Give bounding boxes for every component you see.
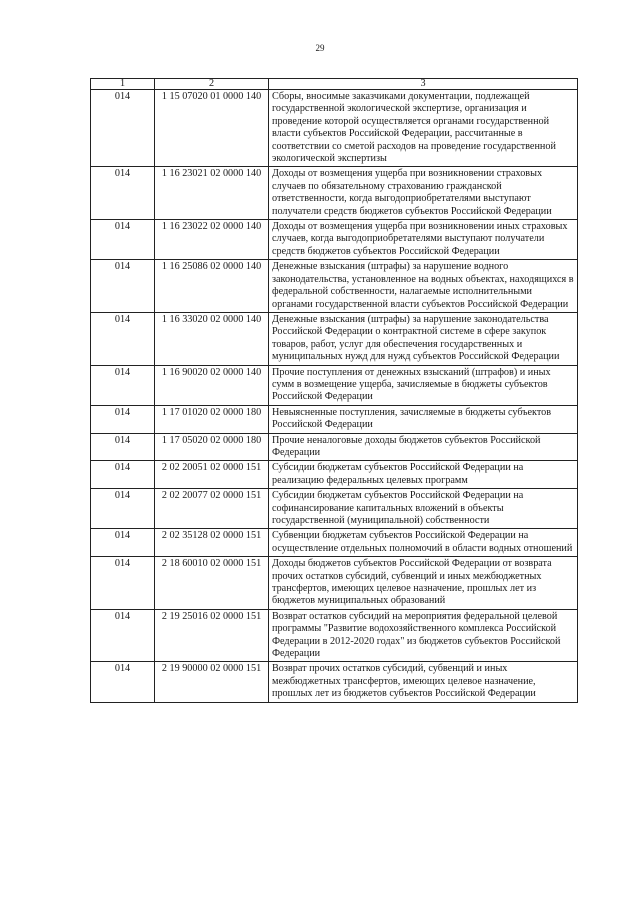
administrator-code-cell: 014 <box>91 90 155 167</box>
revenue-classification-table <box>90 78 578 703</box>
administrator-code-cell: 014 <box>91 433 155 461</box>
revenue-name-cell: Прочие поступления от денежных взысканий (штрафов) и иных сумм в возмещение ущерба, зачисляемые в бюджеты субъектов Российской Федерации <box>269 365 578 405</box>
table-row <box>91 167 578 220</box>
column-header-1: 1 <box>91 79 155 90</box>
revenue-code-cell: 2 02 20051 02 0000 151 <box>155 461 269 489</box>
administrator-code-cell: 014 <box>91 312 155 365</box>
revenue-code-cell: 1 15 07020 01 0000 140 <box>155 90 269 167</box>
revenue-code-cell: 1 16 33020 02 0000 140 <box>155 312 269 365</box>
revenue-name-cell: Субсидии бюджетам субъектов Российской Федерации на реализацию федеральных целевых программ <box>269 461 578 489</box>
revenue-code-cell: 2 18 60010 02 0000 151 <box>155 557 269 610</box>
revenue-name-cell: Субсидии бюджетам субъектов Российской Федерации на софинансирование капитальных вложений в объекты государственной (муниципальной) собственности <box>269 489 578 529</box>
revenue-name-cell: Доходы от возмещения ущерба при возникновении страховых случаев по обязательному страхованию гражданской ответственности, когда выгодоприобретателями выступают получатели средств бюджетов субъектов Российской Федерации <box>269 167 578 220</box>
table-row <box>91 365 578 405</box>
revenue-name-cell: Доходы от возмещения ущерба при возникновении иных страховых случаев, когда выгодоприобретателями выступают получатели средств бюджетов субъектов Российской Федерации <box>269 220 578 260</box>
table-row <box>91 433 578 461</box>
page-number: 29 <box>315 43 325 53</box>
administrator-code-cell: 014 <box>91 662 155 702</box>
administrator-code-cell: 014 <box>91 405 155 433</box>
table-row <box>91 489 578 529</box>
revenue-name-cell: Невыясненные поступления, зачисляемые в бюджеты субъектов Российской Федерации <box>269 405 578 433</box>
administrator-code-cell: 014 <box>91 557 155 610</box>
administrator-code-cell: 014 <box>91 167 155 220</box>
revenue-name-cell: Денежные взыскания (штрафы) за нарушение водного законодательства, установленное на водных объектах, находящихся в федеральной собственности, налагаемые исполнительными органами государственной власти субъектов Российской Федерации <box>269 260 578 313</box>
table-row <box>91 557 578 610</box>
table-row <box>91 461 578 489</box>
table-row <box>91 312 578 365</box>
administrator-code-cell: 014 <box>91 220 155 260</box>
administrator-code-cell: 014 <box>91 609 155 662</box>
revenue-name-cell: Субвенции бюджетам субъектов Российской Федерации на осуществление отдельных полномочий в области водных отношений <box>269 529 578 557</box>
table-row <box>91 529 578 557</box>
administrator-code-cell: 014 <box>91 365 155 405</box>
column-header-3: 3 <box>269 79 578 90</box>
table-row <box>91 405 578 433</box>
table-row <box>91 662 578 702</box>
revenue-name-cell: Возврат остатков субсидий на мероприятия федеральной целевой программы "Развитие водохозяйственного комплекса Российской Федерации в 2012-2020 годах" из бюджетов субъектов Российской Федерации <box>269 609 578 662</box>
revenue-code-cell: 1 17 05020 02 0000 180 <box>155 433 269 461</box>
table-row <box>91 220 578 260</box>
revenue-code-cell: 2 02 20077 02 0000 151 <box>155 489 269 529</box>
administrator-code-cell: 014 <box>91 489 155 529</box>
table-row <box>91 609 578 662</box>
revenue-code-cell: 1 16 23021 02 0000 140 <box>155 167 269 220</box>
administrator-code-cell: 014 <box>91 260 155 313</box>
revenue-code-cell: 1 16 25086 02 0000 140 <box>155 260 269 313</box>
revenue-code-cell: 1 17 01020 02 0000 180 <box>155 405 269 433</box>
revenue-code-cell: 1 16 90020 02 0000 140 <box>155 365 269 405</box>
revenue-name-cell: Денежные взыскания (штрафы) за нарушение законодательства Российской Федерации о контрактной системе в сфере закупок товаров, работ, услуг для обеспечения государственных и муниципальных нужд для нужд субъектов Российской Федерации <box>269 312 578 365</box>
revenue-name-cell: Сборы, вносимые заказчиками документации, подлежащей государственной экологической экспертизе, организация и проведение которой осуществляется органами государственной власти субъектов Российской Федерации, рассчитанные в соответствии со сметой расходов на проведение государственной экологической экспертизы <box>269 90 578 167</box>
column-header-2: 2 <box>155 79 269 90</box>
revenue-name-cell: Возврат прочих остатков субсидий, субвенций и иных межбюджетных трансфертов, имеющих целевое назначение, прошлых лет из бюджетов субъектов Российской Федерации <box>269 662 578 702</box>
administrator-code-cell: 014 <box>91 461 155 489</box>
table-header-row <box>91 79 578 90</box>
table-row <box>91 260 578 313</box>
table-row <box>91 90 578 167</box>
revenue-code-cell: 2 19 25016 02 0000 151 <box>155 609 269 662</box>
revenue-code-cell: 1 16 23022 02 0000 140 <box>155 220 269 260</box>
revenue-code-cell: 2 19 90000 02 0000 151 <box>155 662 269 702</box>
revenue-name-cell: Прочие неналоговые доходы бюджетов субъектов Российской Федерации <box>269 433 578 461</box>
revenue-name-cell: Доходы бюджетов субъектов Российской Федерации от возврата прочих остатков субсидий, субвенций и иных межбюджетных трансфертов, имеющих целевое назначение, прошлых лет из бюджетов муниципальных образований <box>269 557 578 610</box>
administrator-code-cell: 014 <box>91 529 155 557</box>
revenue-code-cell: 2 02 35128 02 0000 151 <box>155 529 269 557</box>
